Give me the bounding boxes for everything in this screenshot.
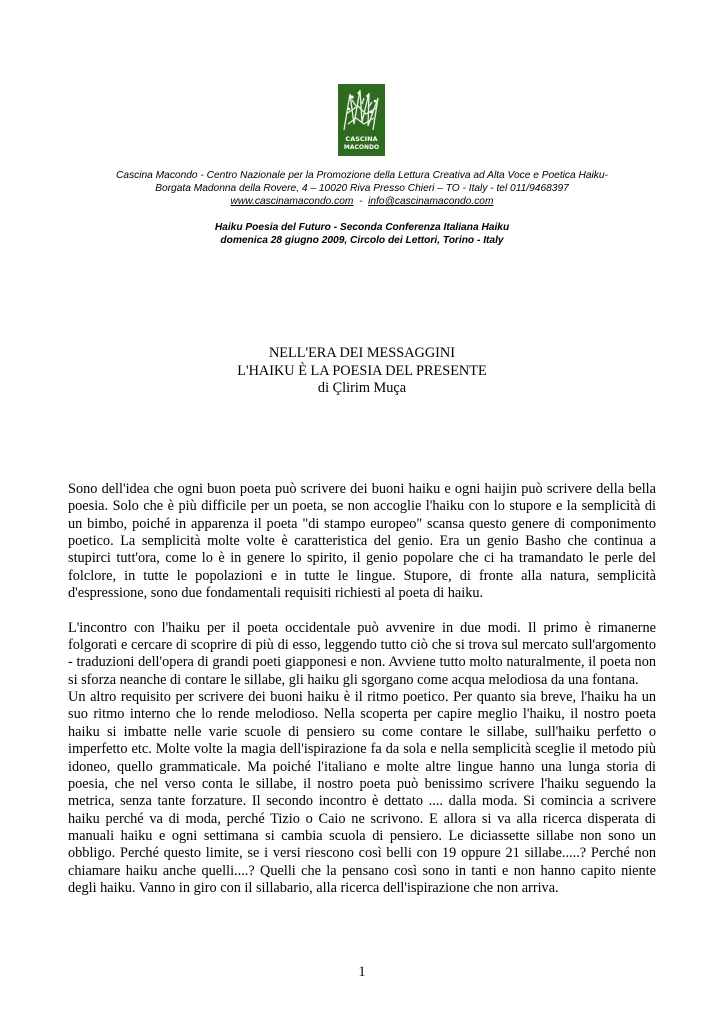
contact-separator: - [353,196,369,207]
article-title-line2: L'HAIKU È LA POESIA DEL PRESENTE [237,362,487,379]
logo-illustration [338,84,385,156]
paragraph: L'incontro con l'haiku per il poeta occidentale può avvenire in due modi. Il primo è rimanerne folgorati e cercare di scoprire di più di esso, leggendo tutto ciò che si trova sul mercato sull'argomento - traduzioni dell'opera di grandi poeti giapponesi e non. Avviene tutto molto naturalmente, il poeta non si sforza neanche di contare le sillabe, gli haiku gli sgorgano come acqua melodiosa da una fontana. [68,619,656,688]
cascina-macondo-logo [338,84,385,156]
website-link[interactable]: www.cascinamacondo.com [230,196,354,207]
page-number: 1 [358,964,366,980]
paragraph: Un altro requisito per scrivere dei buoni haiku è il ritmo poetico. Per quanto sia breve, l'haiku ha un suo ritmo interno che lo rende melodioso. Nella scoperta per capire meglio l'haiku, il nostro poeta haiku si imbatte nelle varie scuole di pensiero su come contare le sillabe, sull'haiku perfetto o imperfetto etc. Molte volte la magia dell'ispirazione fa da sola e nella semplicità sceglie il metodo più idoneo, quello grammaticale. Ma poiché l'italiano e molte altre lingue hanno una lunga storia di poesia, che nel verso conta le sillabe, il nostro poeta può benissimo scrivere l'haiku seguendo la metrica, senza tante forzature. Il secondo incontro è dettato .... dalla moda. Si comincia a scrivere haiku perché va di moda, perché Tizio o Caio ne scrivono. E allora si va alla ricerca disperata di manuali haiku e ogni settimana si cambia scuola di pensiero. Le diciassette sillabe non sono un obbligo. Perché questo limite, se i versi riescono così belli con 19 oppure 21 sillabe.....? Perché non chiamare haiku anche quelli....? Quelli che la pensano così sono in tanti e non hanno capito niente degli haiku. Vanno in giro con il sillabario, alla ricerca dell'ispirazione che non arriva. [68,689,656,896]
article-title-block [60,345,664,398]
email-link[interactable]: info@cascinamacondo.com [368,196,494,207]
article-author: di Çlirim Muça [317,380,407,396]
event-title: Haiku Poesia del Futuro - Seconda Conferenza Italiana Haiku [214,222,510,233]
logo-text-line1: CASCINA [345,135,378,143]
organization-name: Cascina Macondo - Centro Nazionale per la Promozione della Lettura Creativa ad Alta Voce e Poetica Haiku- [116,170,608,181]
event-date-place: domenica 28 giugno 2009, Circolo dei Lettori, Torino - Italy [220,235,504,246]
article-title-line1: NELL'ERA DEI MESSAGGINI [268,345,456,361]
paragraph: Sono dell'idea che ogni buon poeta può scrivere dei buoni haiku e ogni haijin può scrivere della bella poesia. Solo che è più difficile per un poeta, se non accoglie l'haiku con lo stupore e la semplicità di un bimbo, poiché in apparenza il poeta "di stampo europeo" scansa questo genere di componimento poetico. La semplicità molte volte è caratteristica del genio. Era un genio Basho che continua a stupirci tutt'ora, come lo è in genere lo spirito, il genio popolare che ci ha tramandato le perle del folclore, in tutte le popolazioni e in tutte le lingue. Stupore, di fronte alla natura, semplicità d'espressione, sono due fondamentali requisiti richiesti al poeta di haiku. [68,481,656,602]
organization-contacts [60,195,664,208]
event-header [60,221,664,247]
logo-text-line2: MACONDO [343,144,380,151]
article-body [68,481,656,897]
organization-header [60,169,664,208]
organization-address: Borgata Madonna della Rovere, 4 – 10020 Riva Presso Chieri – TO - Italy - tel 011/9468397 [155,183,569,194]
